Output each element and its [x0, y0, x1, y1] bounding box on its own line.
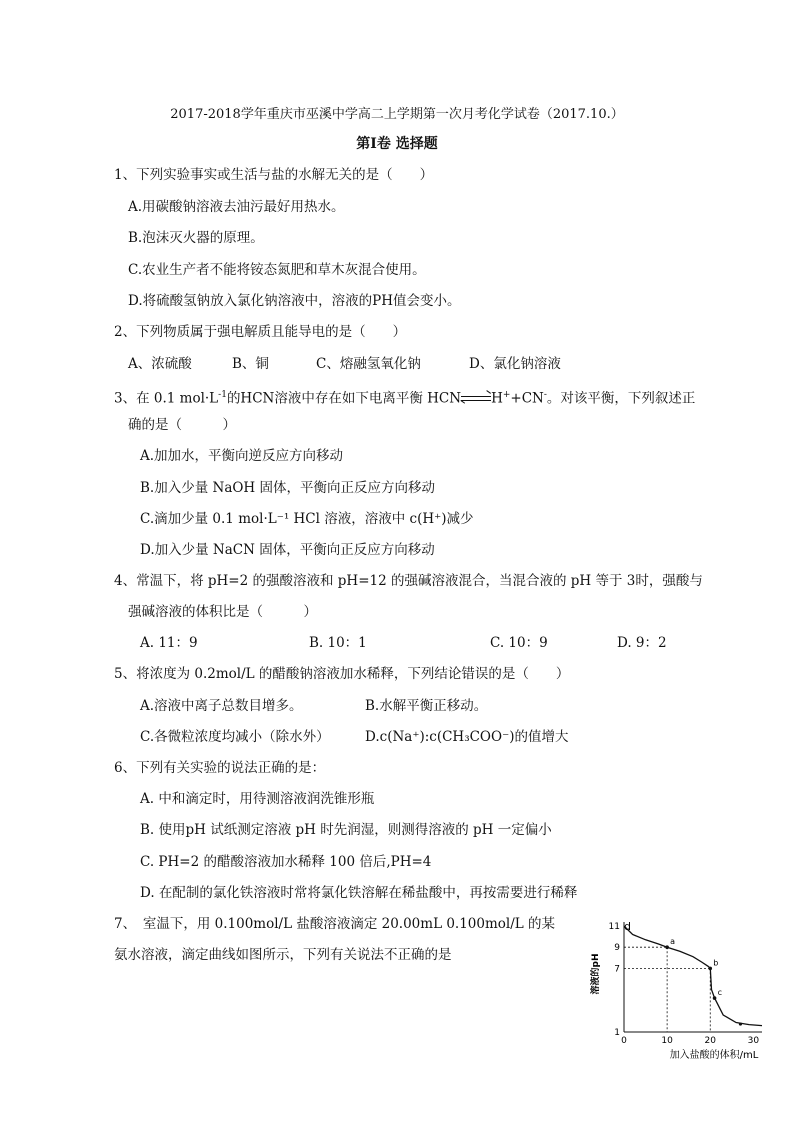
question-6-stem: 6、下列有关实验的说法正确的是：: [114, 760, 326, 776]
q3-exponent: -1: [218, 390, 227, 400]
question-4-option-c: C. 10：9: [490, 635, 548, 651]
x-tick-label-0: 0: [621, 1036, 627, 1046]
question-5-option-a: A.溶液中离子总数目增多。: [140, 698, 303, 714]
point-label-a: a: [670, 937, 676, 947]
chart-ticks: [609, 922, 760, 1046]
point-a: [665, 945, 669, 949]
point-label-c: c: [717, 988, 722, 998]
titration-curve-line: [624, 926, 762, 1026]
question-2-stem: 2、下列物质属于强电解质且能导电的是（ ）: [114, 324, 407, 340]
q3-stem-part: 的HCN溶液中存在如下电离平衡 HCN: [226, 390, 462, 407]
question-4-option-b: B. 10：1: [309, 635, 367, 651]
question-6-option-d: D. 在配制的氯化铁溶液时常将氯化铁溶解在稀盐酸中，再按需要进行稀释: [140, 885, 578, 901]
q3-ion-cn: +CN: [510, 390, 544, 407]
equilibrium-arrow-icon: [461, 394, 491, 404]
q3-ion-h: H: [491, 390, 503, 407]
question-1-option-d: D.将硫酸氢钠放入氯化钠溶液中，溶液的PH值会变小。: [128, 293, 461, 309]
question-4-stem: 4、常温下，将 pH=2 的强酸溶液和 pH=12 的强碱溶液混合，当混合液的 pH 等于 3时，强酸与: [114, 573, 703, 589]
question-1-option-b: B.泡沫灭火器的原理。: [128, 230, 264, 246]
question-2-option-a: A、浓硫酸: [128, 356, 192, 372]
q3-ion-charge: +: [502, 390, 511, 400]
x-tick-label-30: 30: [747, 1036, 760, 1046]
titration-curve-chart: [590, 912, 780, 1062]
question-2-option-b: B、铜: [232, 356, 269, 372]
question-1-option-c: C.农业生产者不能将铵态氮肥和草木灰混合使用。: [128, 262, 426, 278]
point-c: [713, 996, 717, 1000]
question-5-option-d: D.c(Na⁺):c(CH₃COO⁻)的值增大: [365, 729, 569, 745]
question-7-stem-continued: 氨水溶液，滴定曲线如图所示，下列有关说法不正确的是: [114, 947, 452, 963]
question-2-option-c: C、熔融氢氧化钠: [316, 356, 421, 372]
q3-stem-part: 3、在 0.1 mol·L: [114, 390, 219, 407]
corner-label: d: [624, 920, 631, 933]
x-tick-label-10: 10: [661, 1036, 673, 1046]
question-3-stem: [114, 386, 695, 408]
chart-axes: [624, 922, 762, 1032]
y-axis-label: 溶液的pH: [591, 953, 601, 995]
y-tick-label-11: 11: [608, 922, 620, 932]
question-6-option-a: A. 中和滴定时，用待测溶液润洗锥形瓶: [140, 791, 375, 807]
question-3-option-c: C.滴加少量 0.1 mol·L⁻¹ HCl 溶液，溶液中 c(H⁺)减少: [140, 511, 474, 527]
question-3-option-d: D.加入少量 NaCN 固体，平衡向正反应方向移动: [140, 542, 435, 558]
q3-stem-part: 。对该平衡，下列叙述正: [546, 390, 696, 407]
curve-tail-point: [739, 1022, 742, 1025]
point-label-b: b: [713, 958, 719, 968]
question-6-option-c: C. PH=2 的醋酸溶液加水稀释 100 倍后,PH=4: [140, 854, 432, 870]
question-2-option-d: D、氯化钠溶液: [469, 356, 561, 372]
x-tick-label-20: 20: [704, 1036, 716, 1046]
question-5-stem: 5、将浓度为 0.2mol/L 的醋酸钠溶液加水稀释，下列结论错误的是（ ）: [114, 666, 570, 682]
question-6-option-b: B. 使用pH 试纸测定溶液 pH 时先润湿，则测得溶液的 pH 一定偏小: [140, 822, 552, 838]
y-tick-label-7: 7: [614, 964, 620, 975]
paper-title: 2017-2018学年重庆市巫溪中学高二上学期第一次月考化学试卷（2017.10.）: [170, 107, 624, 122]
point-b: [708, 967, 712, 971]
question-4-stem-continued: 强碱溶液的体积比是（ ）: [128, 604, 317, 620]
question-1-stem: 1、下列实验事实或生活与盐的水解无关的是（ ）: [114, 167, 434, 183]
question-5-option-b: B.水解平衡正移动。: [365, 698, 488, 714]
question-7-stem: 7、 室温下，用 0.100mol/L 盐酸溶液滴定 20.00mL 0.100mol/L 的某: [114, 916, 556, 932]
question-4-option-d: D. 9：2: [617, 635, 667, 651]
question-3-option-a: A.加加水，平衡向逆反应方向移动: [140, 448, 344, 464]
question-4-option-a: A. 11：9: [140, 635, 198, 651]
section-heading: 第Ⅰ卷 选择题: [356, 136, 438, 152]
question-3-stem-continued: 确的是（ ）: [128, 417, 236, 433]
x-axis-label: 加入盐酸的体积/mL: [669, 1050, 759, 1061]
q3-ion-charge: -: [543, 390, 547, 400]
question-5-option-c: C.各微粒浓度均减小（除水外）: [140, 729, 330, 745]
y-tick-label-1: 1: [614, 1028, 620, 1038]
question-1-option-a: A.用碳酸钠溶液去油污最好用热水。: [128, 199, 345, 215]
question-3-option-b: B.加入少量 NaOH 固体，平衡向正反应方向移动: [140, 480, 435, 496]
y-tick-label-9: 9: [614, 943, 620, 954]
